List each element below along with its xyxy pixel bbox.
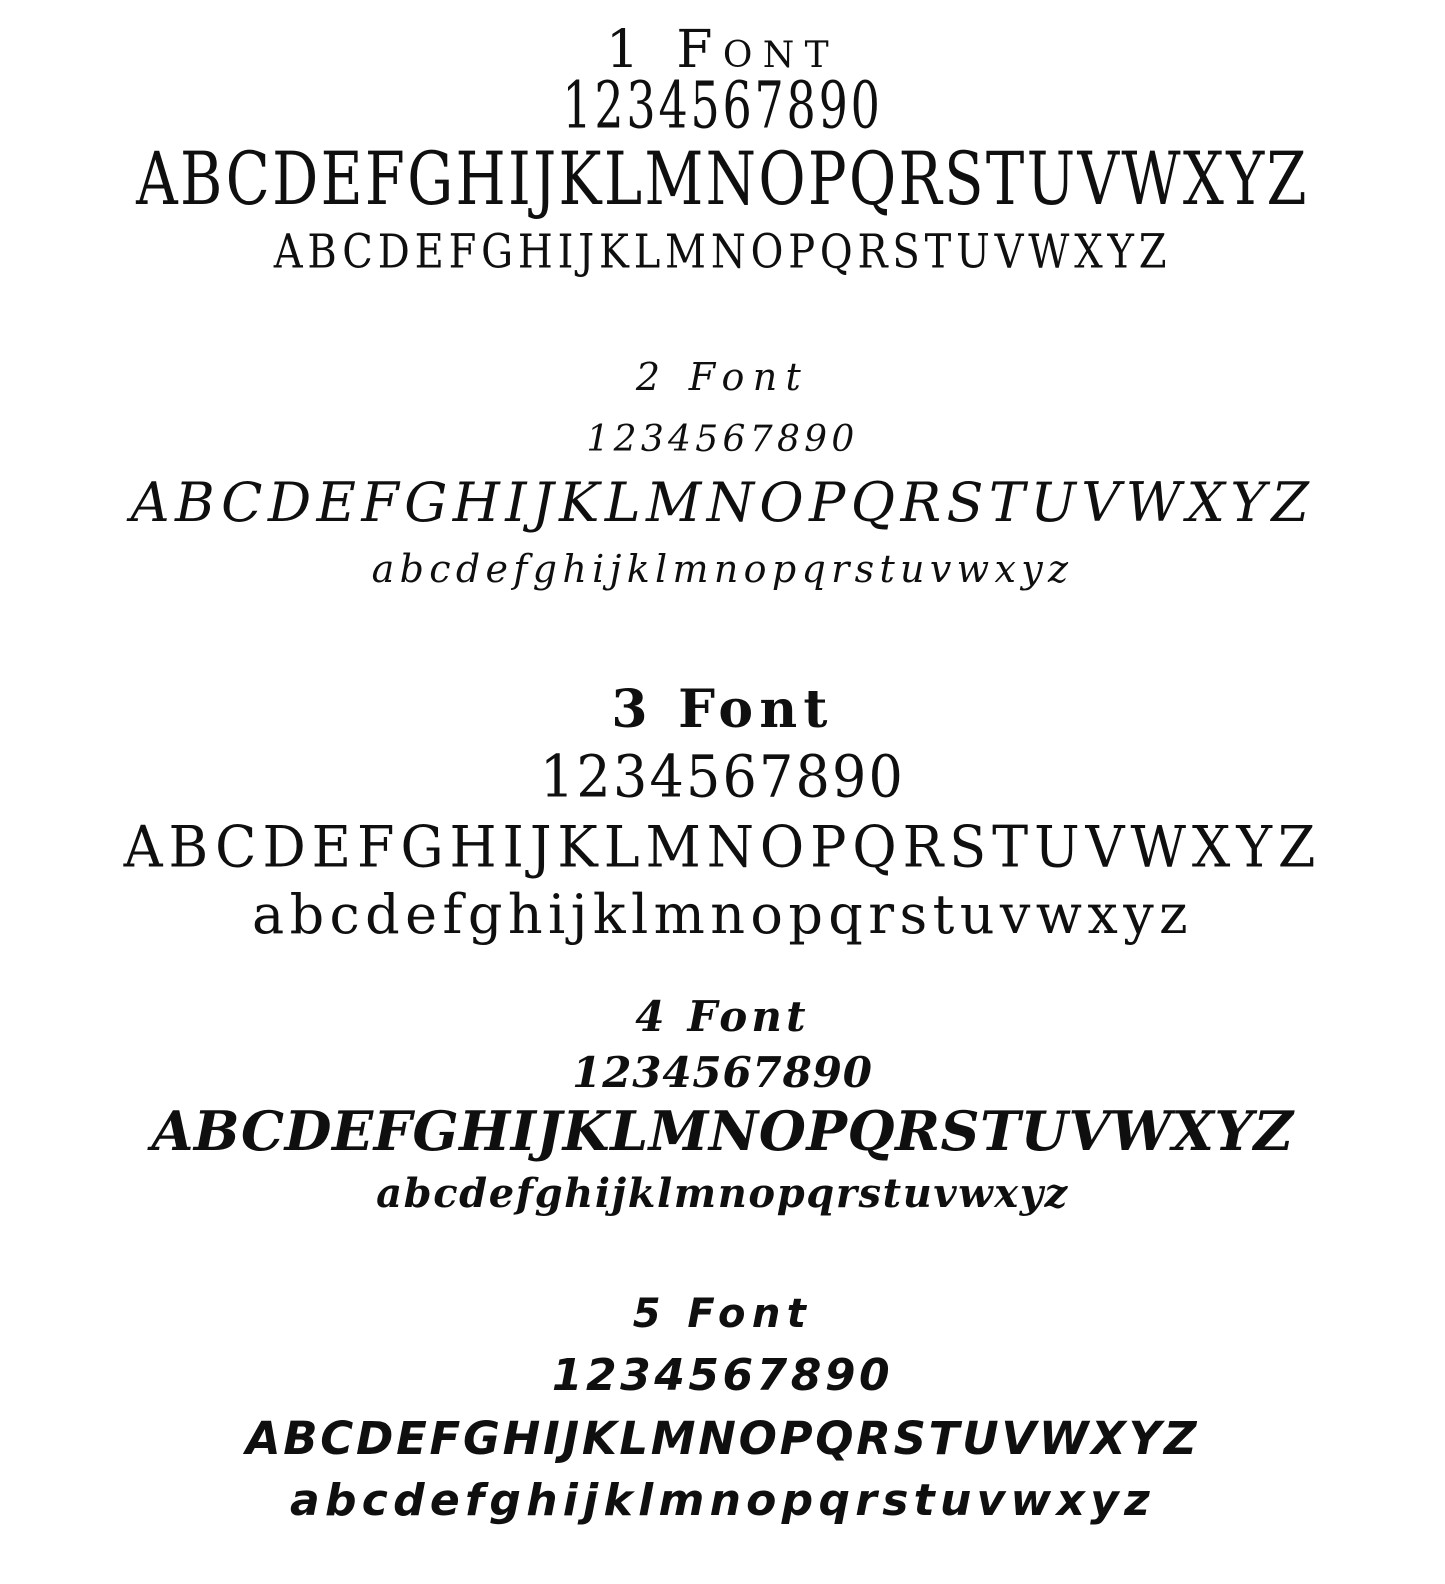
font-3-numbers-row: 1234567890 [539,742,906,811]
font-5-lowercase-row: abcdefghijklmnopqrstuvwxyz [290,1475,1155,1526]
font-5-section [0,1291,1445,1526]
font-5-title: 5 Font [632,1291,813,1337]
font-3-lowercase-row: abcdefghijklmnopqrstuvwxyz [251,883,1194,946]
font-2-section [0,355,1445,591]
font-1-uppercase-row: ABCDEFGHIJKLMNOPQRSTUVWXYZ [136,136,1309,223]
font-4-numbers-row: 1234567890 [572,1048,873,1097]
font-3-uppercase-row: ABCDEFGHIJKLMNOPQRSTUVWXYZ [123,814,1322,881]
font-4-lowercase-row: abcdefghijklmnopqrstuvwxyz [376,1170,1069,1217]
font-3-section [0,679,1445,946]
font-5-numbers-row: 1234567890 [551,1350,894,1401]
font-1-numbers-row: 1234567890 [562,67,883,144]
font-5-uppercase-row: ABCDEFGHIJKLMNOPQRSTUVWXYZ [245,1412,1200,1465]
font-2-numbers-row: 1234567890 [586,419,859,460]
font-1-smallcaps-row: ABCDEFGHIJKLMNOPQRSTUVWXYZ [273,225,1172,280]
font-3-title: 3 Font [611,679,834,740]
font-2-uppercase-row: ABCDEFGHIJKLMNOPQRSTUVWXYZ [130,471,1315,534]
font-2-title: 2 Font [635,355,810,399]
font-4-section [0,992,1445,1217]
font-2-lowercase-row: abcdefghijklmnopqrstuvwxyz [371,547,1074,591]
font-1-title: 1 Font [605,20,840,80]
font-4-title: 4 Font [635,992,810,1041]
font-4-uppercase-row: ABCDEFGHIJKLMNOPQRSTUVWXYZ [151,1099,1294,1163]
font-1-section [0,0,1445,280]
